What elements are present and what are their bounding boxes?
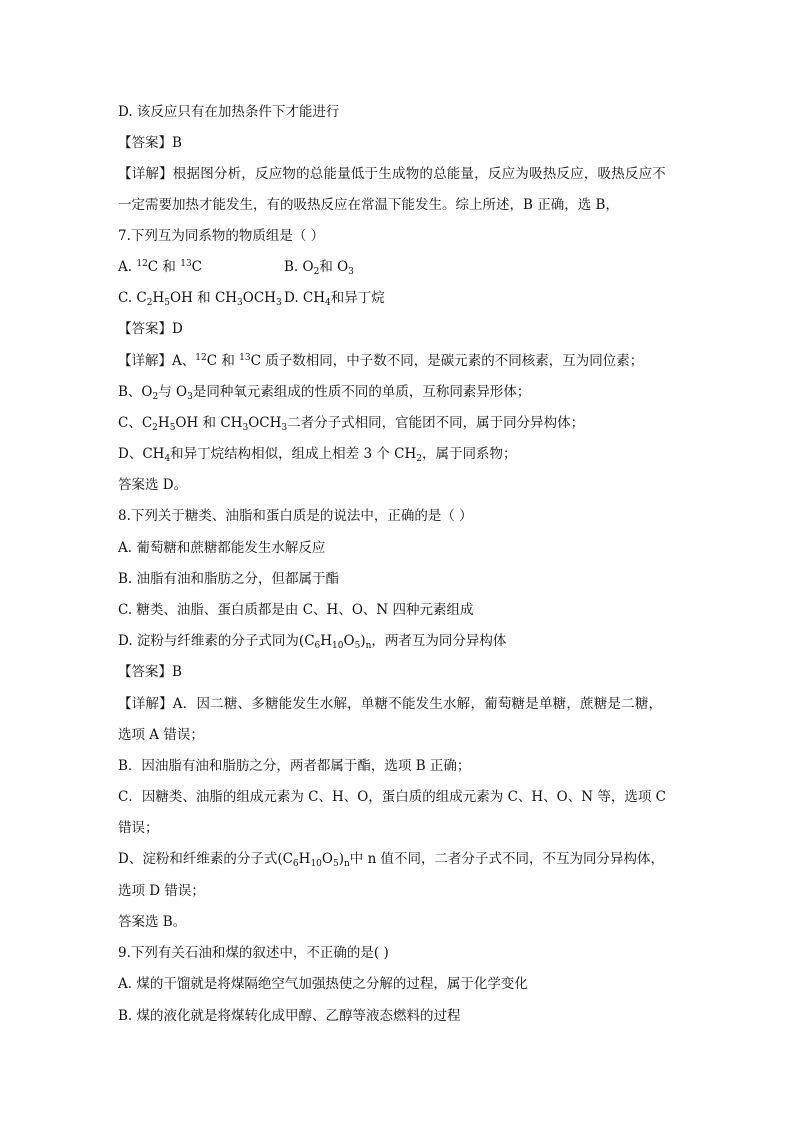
q8-option-b: B. 油脂有油和脂肪之分，但都属于酯: [118, 571, 340, 587]
q8-detail-a-line-1: 【详解】A．因二糖、多糖能发生水解，单糖不能发生水解，葡萄糖是单糖，蔗糖是二糖，: [118, 696, 663, 712]
q8-answer: 【答案】B: [118, 664, 182, 680]
q7-detail-b: B、$O_2$与 $O_3$是同种氧元素组成的性质不同的单质，互称同素异形体；: [118, 384, 531, 402]
q8-option-a: A. 葡萄糖和蔗糖都能发生水解反应: [118, 540, 326, 556]
q6-detail-line-2: 一定需要加热才能发生，有的吸热反应在常温下能发生。综上所述，B 正确，选 B，: [118, 197, 619, 213]
q8-option-d: D. 淀粉与纤维素的分子式同为$(C_6H_{10}O_5)_n$，两者互为同分异构体: [118, 633, 507, 651]
q7-options-cd: [118, 289, 518, 307]
q7-option-b: B. $O_2$和 $O_3$: [284, 259, 354, 277]
q6-option-d: D. 该反应只有在加热条件下才能进行: [118, 104, 340, 120]
q8-detail-d-line-2: 选项 D 错误；: [118, 883, 205, 899]
q7-detail-d: D、$CH_4$和异丁烷结构相似，组成上相差 3 个 $CH_2$，属于同系物；: [118, 446, 517, 464]
q7-stem: 7.下列互为同系物的物质组是（ ）: [118, 228, 325, 244]
q7-option-d: D. $CH_4$和异丁烷: [284, 290, 385, 308]
q9-stem: 9.下列有关石油和煤的叙述中，不正确的是( ): [118, 945, 389, 961]
q9-option-b: B. 煤的液化就是将煤转化成甲醇、乙醇等液态燃料的过程: [118, 1008, 461, 1024]
q8-detail-d-line-1: D、淀粉和纤维素的分子式$(C_6H_{10}O_5)_n$中 n 值不同，二者分子式不同，不互为同分异构体，: [118, 851, 665, 869]
q8-detail-b: B．因油脂有油和脂肪之分，两者都属于酯，选项 B 正确；: [118, 758, 471, 774]
q7-options-ab: [118, 258, 518, 276]
q6-detail-line-1: 【详解】根据图分析，反应物的总能量低于生成物的总能量，反应为吸热反应，吸热反应不: [118, 166, 666, 182]
q7-answer: 【答案】D: [118, 321, 183, 337]
q8-stem: 8.下列关于糖类、油脂和蛋白质是的说法中，正确的是（ ）: [118, 508, 473, 524]
q7-detail-a: 【详解】A、$^{12}$C 和 $^{13}$C 质子数相同，中子数不同，是碳元素的不同核素，互为同位素；: [118, 353, 644, 369]
q8-detail-a-line-2: 选项 A 错误；: [118, 727, 204, 743]
q7-conclusion: 答案选 D。: [118, 477, 188, 493]
q7-option-c: C. $C_2H_5OH$ 和 $CH_3OCH_3$: [118, 290, 282, 308]
q7-detail-c: C、$C_2H_5OH$ 和 $CH_3OCH_3$二者分子式相同，官能团不同，属于同分异构体；: [118, 415, 585, 433]
q9-option-a: A. 煤的干馏就是将煤隔绝空气加强热使之分解的过程，属于化学变化: [118, 976, 528, 992]
q8-detail-c-line-1: C．因糖类、油脂的组成元素为 C、H、O，蛋白质的组成元素为 C、H、O、N 等，选项 C: [118, 789, 666, 805]
q6-answer: 【答案】B: [118, 135, 182, 151]
q8-detail-c-line-2: 错误；: [118, 820, 159, 836]
q7-option-a: A. $^{12}$C 和 $^{13}$C: [118, 259, 203, 275]
q8-option-c: C. 糖类、油脂、蛋白质都是由 C、H、O、N 四种元素组成: [118, 602, 474, 618]
q8-conclusion: 答案选 B。: [118, 914, 187, 930]
